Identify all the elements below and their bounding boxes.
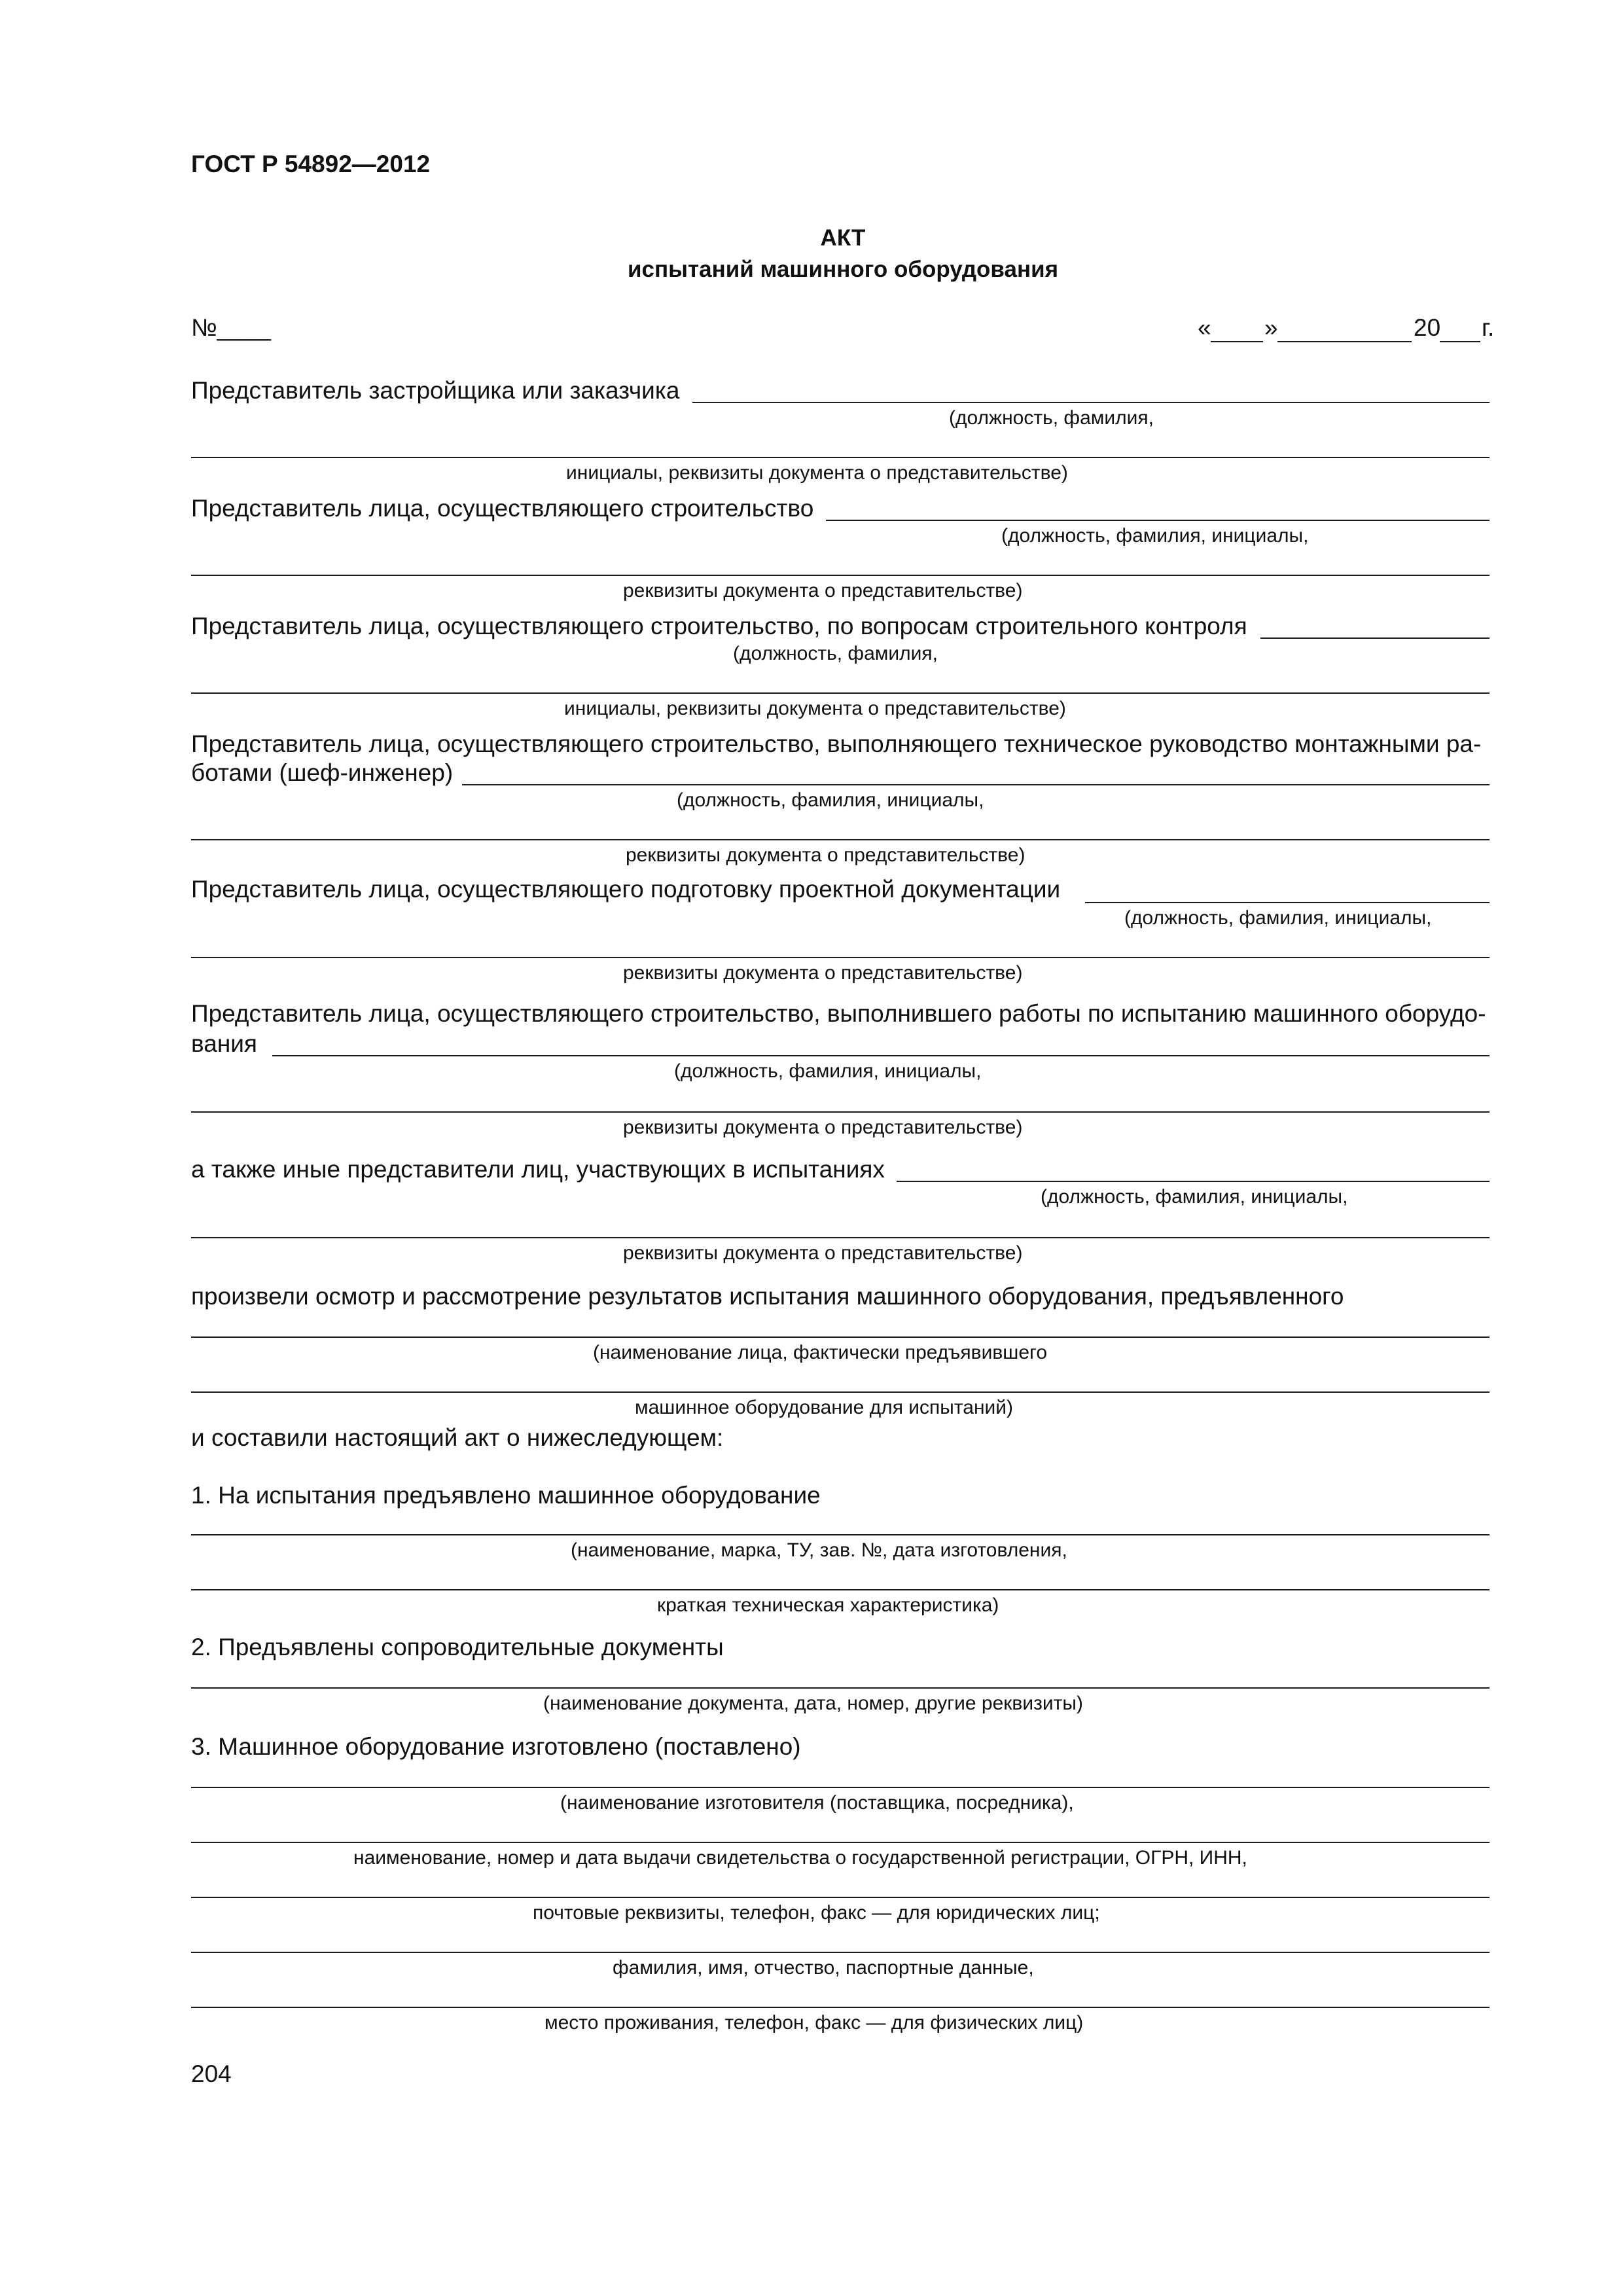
item1-caption-1: (наименование, марка, ТУ, зав. №, дата изготовления, xyxy=(571,1539,1067,1561)
rep-developer-line-1[interactable] xyxy=(692,402,1489,403)
item3-caption-5: место проживания, телефон, факс — для физических лиц) xyxy=(544,2012,1084,2034)
rep-others-caption-1: (должность, фамилия, инициалы, xyxy=(1041,1186,1348,1208)
rep-tester-caption-1: (должность, фамилия, инициалы, xyxy=(674,1060,982,1082)
item3-line-2[interactable] xyxy=(191,1842,1489,1843)
rep-developer-caption-2: инициалы, реквизиты документа о представительстве) xyxy=(566,462,1068,484)
page-number: 204 xyxy=(191,2060,232,2087)
rep-design-line-1[interactable] xyxy=(1085,902,1489,903)
rep-builder-line-2[interactable] xyxy=(191,575,1489,576)
rep-developer-label: Представитель застройщика или заказчика xyxy=(191,377,680,404)
item3-caption-2: наименование, номер и дата выдачи свидетельства о государственной регистрации, ОГРН, ИНН, xyxy=(353,1847,1247,1869)
date-day-line[interactable] xyxy=(1211,341,1263,342)
date-open-quote: « xyxy=(1198,314,1211,341)
inspection-text: произвели осмотр и рассмотрение результатов испытания машинного оборудования, предъявленного xyxy=(191,1283,1344,1310)
rep-design-line-2[interactable] xyxy=(191,957,1489,958)
rep-design-caption-2: реквизиты документа о представительстве) xyxy=(623,962,1023,984)
rep-builder-caption-1: (должность, фамилия, инициалы, xyxy=(1001,525,1309,547)
rep-developer-line-2[interactable] xyxy=(191,457,1489,458)
act-number-field[interactable]: №____ xyxy=(191,314,272,341)
document-title: АКТ xyxy=(820,225,866,251)
item3-label: 3. Машинное оборудование изготовлено (поставлено) xyxy=(191,1733,801,1760)
rep-chief-engineer-caption-2: реквизиты документа о представительстве) xyxy=(626,844,1026,866)
rep-chief-engineer-line-2[interactable] xyxy=(191,839,1489,840)
item3-line-1[interactable] xyxy=(191,1787,1489,1788)
standard-designation: ГОСТ Р 54892—2012 xyxy=(191,151,431,177)
rep-tester-label-2: вания xyxy=(191,1030,257,1057)
rep-builder-label: Представитель лица, осуществляющего строительство xyxy=(191,495,814,522)
rep-others-label: а также иные представители лиц, участвующих в испытаниях xyxy=(191,1156,885,1183)
rep-design-caption-1: (должность, фамилия, инициалы, xyxy=(1124,907,1432,929)
rep-design-label: Представитель лица, осуществляющего подготовку проектной документации xyxy=(191,876,1061,903)
inspection-caption-1: (наименование лица, фактически предъявившего xyxy=(593,1342,1047,1363)
rep-chief-engineer-label-1: Представитель лица, осуществляющего строительство, выполняющего техническое руководство монтажными ра- xyxy=(191,730,1482,757)
inspection-line-2[interactable] xyxy=(191,1391,1489,1393)
date-month-line[interactable] xyxy=(1277,341,1412,342)
rep-control-line-1[interactable] xyxy=(1260,637,1489,639)
rep-tester-caption-2: реквизиты документа о представительстве) xyxy=(623,1117,1023,1138)
rep-control-line-2[interactable] xyxy=(191,692,1489,694)
date-suffix: г. xyxy=(1482,314,1495,341)
rep-control-caption-1: (должность, фамилия, xyxy=(733,643,938,664)
item2-caption-1: (наименование документа, дата, номер, другие реквизиты) xyxy=(543,1693,1083,1714)
document-subtitle: испытаний машинного оборудования xyxy=(627,257,1059,282)
rep-tester-line-2[interactable] xyxy=(191,1111,1489,1113)
date-close-quote: » xyxy=(1264,314,1278,341)
date-year-prefix: 20 xyxy=(1414,314,1441,341)
inspection-line-1[interactable] xyxy=(191,1336,1489,1338)
item3-caption-4: фамилия, имя, отчество, паспортные данные, xyxy=(613,1957,1034,1979)
inspection-conclusion: и составили настоящий акт о нижеследующем: xyxy=(191,1424,724,1451)
rep-developer-caption-1: (должность, фамилия, xyxy=(949,407,1154,429)
rep-tester-line-1[interactable] xyxy=(272,1055,1489,1056)
item2-label: 2. Предъявлены сопроводительные документы xyxy=(191,1634,724,1660)
rep-chief-engineer-caption-1: (должность, фамилия, инициалы, xyxy=(677,789,984,811)
item3-caption-1: (наименование изготовителя (поставщика, посредника), xyxy=(560,1792,1074,1814)
item1-line-1[interactable] xyxy=(191,1534,1489,1535)
rep-chief-engineer-line-1[interactable] xyxy=(462,784,1489,785)
rep-others-caption-2: реквизиты документа о представительстве) xyxy=(623,1242,1023,1264)
item3-line-4[interactable] xyxy=(191,1952,1489,1953)
rep-builder-caption-2: реквизиты документа о представительстве) xyxy=(623,580,1023,601)
item3-caption-3: почтовые реквизиты, телефон, факс — для юридических лиц; xyxy=(533,1902,1100,1924)
item1-line-2[interactable] xyxy=(191,1589,1489,1590)
rep-builder-line-1[interactable] xyxy=(826,520,1489,521)
rep-chief-engineer-label-2: ботами (шеф-инженер) xyxy=(191,759,454,786)
rep-control-caption-2: инициалы, реквизиты документа о представительстве) xyxy=(564,698,1066,719)
item1-caption-2: краткая техническая характеристика) xyxy=(657,1594,999,1616)
item3-line-3[interactable] xyxy=(191,1897,1489,1898)
rep-tester-label-1: Представитель лица, осуществляющего строительство, выполнившего работы по испытанию машинного оборудо- xyxy=(191,1000,1486,1027)
date-year-line[interactable] xyxy=(1440,341,1480,342)
item2-line-1[interactable] xyxy=(191,1687,1489,1689)
inspection-caption-2: машинное оборудование для испытаний) xyxy=(635,1397,1014,1418)
item1-label: 1. На испытания предъявлено машинное оборудование xyxy=(191,1482,821,1509)
rep-others-line-2[interactable] xyxy=(191,1237,1489,1238)
rep-others-line-1[interactable] xyxy=(897,1181,1489,1182)
rep-control-label: Представитель лица, осуществляющего строительство, по вопросам строительного контроля xyxy=(191,613,1247,639)
item3-line-5[interactable] xyxy=(191,2007,1489,2008)
